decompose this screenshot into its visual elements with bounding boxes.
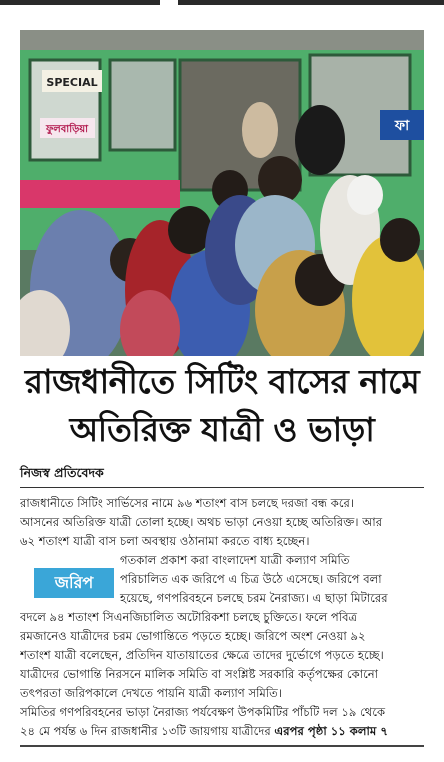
body-line: সমিতির গণপরিবহনের ভাড়া নৈরাজ্য পর্যবেক্ষণ উপকমিটির পাঁচটি দল ১৯ থেকে <box>20 705 386 719</box>
route-sign <box>40 118 95 138</box>
bus-sign <box>42 70 102 92</box>
body-line: তৎপরতা জরিপকালে দেখতে পায়নি যাত্রী কল্যাণ সমিতি। <box>20 686 283 700</box>
svg-text:ফুলবাড়িয়া: ফুলবাড়িয়া <box>45 124 89 135</box>
top-rule-left <box>0 0 160 5</box>
headline-line-1: রাজধানীতে সিটিং বাসের নামে <box>24 362 420 401</box>
survey-paragraph <box>20 589 424 741</box>
byline: নিজস্ব প্রতিবেদক <box>20 465 104 480</box>
byline-rule <box>20 487 424 488</box>
body-line: শতাংশ যাত্রী বলেছেন, প্রতিদিন যাতায়াতের ক্ষেত্রে তাদের দুর্ভোগে পড়তে হচ্ছে। <box>20 648 384 662</box>
continued-link[interactable]: এরপর পৃষ্ঠা ১১ কলাম ৭ <box>274 724 388 738</box>
last-line-text: ২৪ মে পর্যন্ত ৬ দিন রাজধানীর ১৩টি জায়গায় যাত্রীদের <box>20 724 271 738</box>
body-line: রমজানেও যাত্রীদের চরম ভোগান্তিতে পড়তে হচ্ছে। জরিপে অংশ নেওয়া ৯২ <box>20 629 366 643</box>
body-line: যাত্রীদের ভোগান্তি নিরসনে মালিক সমিতি বা সংশ্লিষ্ট সরকারি কর্তৃপক্ষের কোনো <box>20 667 379 681</box>
headline <box>20 358 424 454</box>
body-line: হয়েছে, গণপরিবহনে চলছে চরম নৈরাজ্য। এ ছাড়া মিটারের <box>120 591 388 605</box>
svg-text:SPECIAL: SPECIAL <box>46 76 98 89</box>
lead-paragraph <box>20 494 424 551</box>
lead-line: ৬২ শতাংশ যাত্রী বাস চলা অবস্থায় ওঠানামা করতে বাধ্য হচ্ছেন। <box>20 534 310 548</box>
lead-line: রাজধানীতে সিটিং সার্ভিসের নামে ৯৬ শতাংশ বাস চলছে দরজা বন্ধ করে। <box>20 496 355 510</box>
survey-paragraph-indented <box>20 551 424 589</box>
section-label: জরিপ <box>34 568 114 598</box>
body-line: গতকাল প্রকাশ করা বাংলাদেশ যাত্রী কল্যাণ সমিতি <box>120 553 350 567</box>
lead-line: আসনের অতিরিক্ত যাত্রী তোলা হচ্ছে। অথচ ভাড়া নেওয়া হচ্ছে অতিরিক্ত। আর <box>20 515 383 529</box>
bottom-rule <box>20 745 424 747</box>
body-line: পরিচালিত এক জরিপে এ চিত্র উঠে এসেছে। জরিপে বলা <box>120 572 382 586</box>
body-line-last <box>20 722 424 741</box>
news-photo <box>20 30 424 356</box>
top-rule-right <box>178 0 444 5</box>
headline-line-2: অতিরিক্ত যাত্রী ও ভাড়া <box>69 410 375 449</box>
side-sign: ফা <box>394 118 410 134</box>
body-line: বদলে ৯৪ শতাংশ সিএনজিচালিত অটোরিকশা চলছে চুক্তিতে। ফলে পবিত্র <box>20 610 358 624</box>
